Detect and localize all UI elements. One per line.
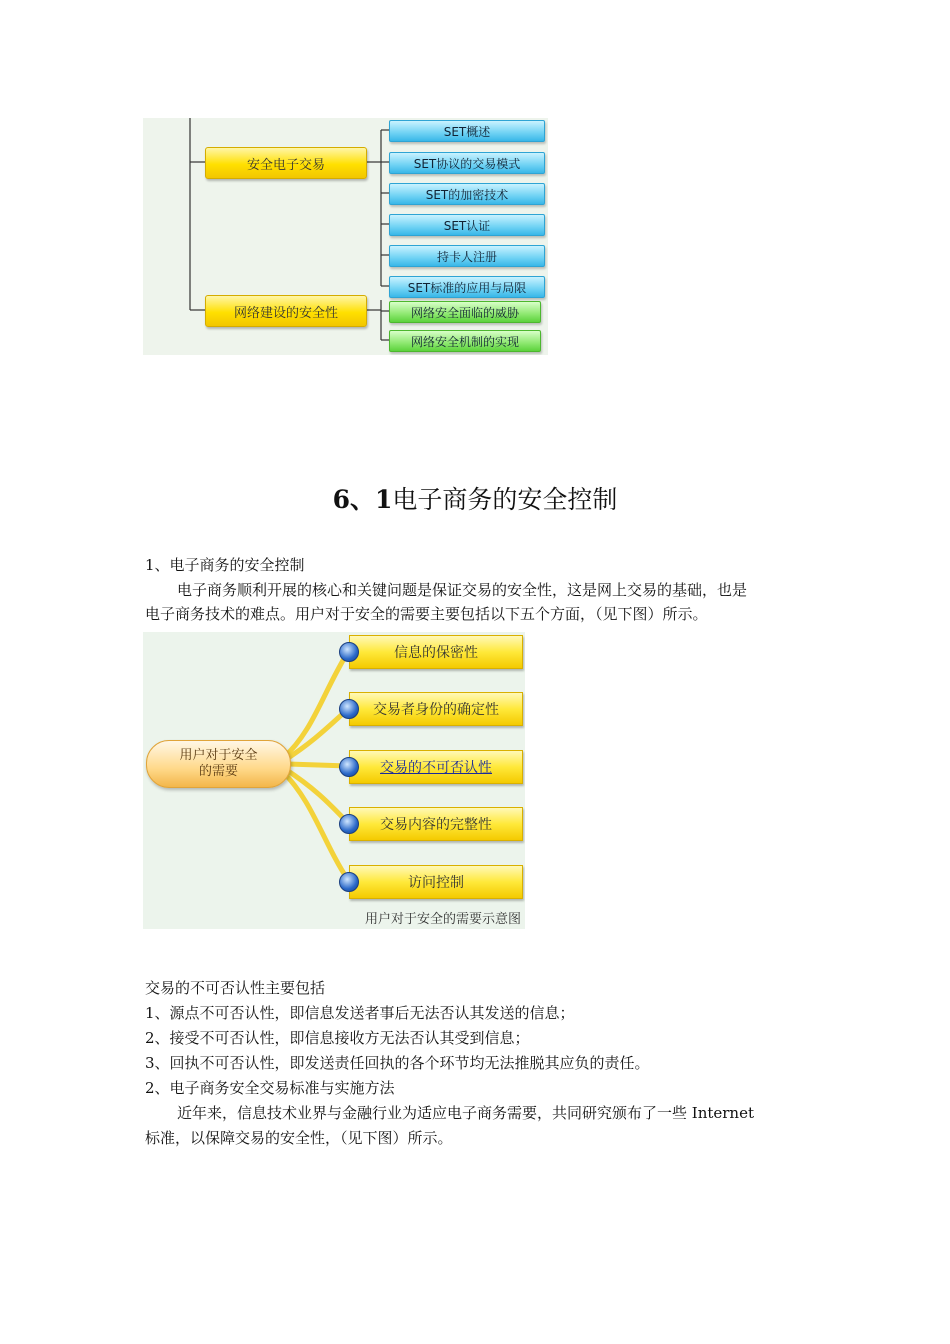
non-repudiation-intro: 交易的不可否认性主要包括	[145, 979, 326, 997]
section2-paragraph-line1: 近年来，信息技术业界与金融行业为适应电子商务需要，共同研究颁布了一些 Internet	[177, 1104, 754, 1122]
branch-confidentiality: 信息的保密性	[349, 635, 523, 669]
heading-title: 电子商务的安全控制	[392, 485, 618, 514]
center-node-line1: 用户对于安全	[179, 748, 258, 763]
center-node	[146, 740, 291, 788]
section1-title: 1、电子商务的安全控制	[145, 556, 305, 574]
center-node-line2: 的需要	[198, 764, 238, 779]
section-heading	[0, 480, 950, 516]
list-item: 3、回执不可否认性，即发送责任回执的各个环节均无法推脱其应负的责任。	[145, 1054, 650, 1072]
bullet-orb-icon	[339, 757, 359, 777]
list-item: 2、接受不可否认性，即信息接收方无法否认其受到信息；	[145, 1029, 530, 1047]
branch-non-repudiation-label: 交易的不可否认性	[380, 760, 492, 776]
branch-identity: 交易者身份的确定性	[349, 692, 523, 726]
node-set-encryption: SET的加密技术	[389, 183, 545, 205]
bullet-orb-icon	[339, 814, 359, 834]
heading-number: 6、1	[332, 485, 393, 514]
branch-non-repudiation	[349, 750, 523, 784]
node-cardholder-registration: 持卡人注册	[389, 245, 545, 267]
node-network-security: 网络建设的安全性	[205, 295, 367, 327]
bullet-orb-icon	[339, 872, 359, 892]
node-set-limits: SET标准的应用与局限	[389, 276, 545, 298]
section2-title: 2、电子商务安全交易标准与实施方法	[145, 1079, 395, 1097]
section1-paragraph-line1: 电子商务顺利开展的核心和关键问题是保证交易的安全性，这是网上交易的基础，也是	[177, 581, 748, 599]
security-tree-diagram	[143, 118, 548, 355]
node-secure-e-transaction: 安全电子交易	[205, 147, 367, 179]
node-security-mechanisms: 网络安全机制的实现	[389, 330, 541, 352]
branch-access-control: 访问控制	[349, 865, 523, 899]
node-set-overview: SET概述	[389, 120, 545, 142]
section2-paragraph-line2: 标准，以保障交易的安全性，（见下图）所示。	[145, 1129, 453, 1147]
diagram-caption: 用户对于安全的需要示意图	[364, 912, 521, 927]
bullet-orb-icon	[339, 642, 359, 662]
node-network-threats: 网络安全面临的威胁	[389, 301, 541, 323]
branch-integrity: 交易内容的完整性	[349, 807, 523, 841]
section1-paragraph-line2: 电子商务技术的难点。用户对于安全的需要主要包括以下五个方面，（见下图）所示。	[145, 605, 708, 623]
node-set-transaction-mode: SET协议的交易模式	[389, 152, 545, 174]
node-set-certification: SET认证	[389, 214, 545, 236]
security-needs-diagram	[143, 632, 525, 929]
list-item: 1、源点不可否认性，即信息发送者事后无法否认其发送的信息；	[145, 1004, 575, 1022]
bullet-orb-icon	[339, 699, 359, 719]
